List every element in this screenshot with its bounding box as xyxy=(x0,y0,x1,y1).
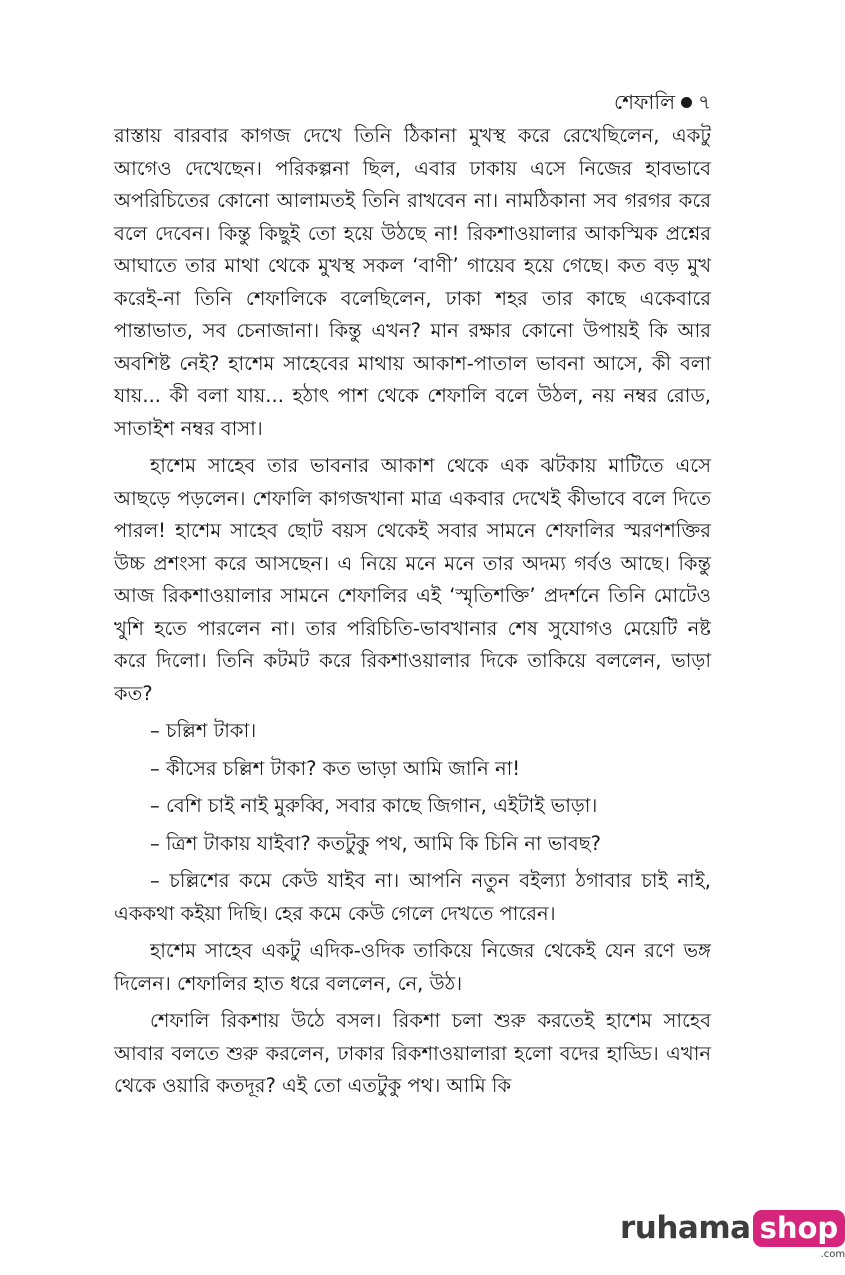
ruhamashop-logo xyxy=(620,1208,845,1261)
dialogue-line-3: – বেশি চাই নাই মুরুব্বি, সবার কাছে জিগান, এইটাই ভাড়া। xyxy=(150,794,598,817)
bullet-icon xyxy=(681,97,692,108)
dialogue-line-5: – চল্লিশের কমে কেউ যাইব না। আপনি নতুন বইল্যা ঠগাবার চাই নাই, এককথা কইয়া দিছি। হের কমে কেউ গেলে দেখতে পারেন। xyxy=(114,869,711,925)
chapter-title: শেফালি xyxy=(613,90,675,114)
dialogue-line-4: – ত্রিশ টাকায় যাইবা? কতটুকু পথ, আমি কি চিনি না ভাবছ? xyxy=(150,831,601,855)
paragraph-1: রাস্তায় বারবার কাগজ দেখে তিনি ঠিকানা মুখস্থ করে রেখেছিলেন, একটু আগেও দেখেছেন। পরিকল্পনা ছিল, এবার ঢাকায় এসে নিজের হাবভাবে অপরিচিতের কোনো আলামতই তিনি রাখবেন না। নামঠিকানা সব গরগর করে বলে দেবেন। কিন্তু কিছুই তো হয়ে উঠছে না! রিকশাওয়ালার আকস্মিক প্রশ্নের আঘাতে তার মাথা থেকে মুখস্থ সকল ‘বাণী’ গায়েব হয়ে গেছে। কত বড় মুখ করেই-না তিনি শেফালিকে বলেছিলেন, ঢাকা শহর তার কাছে একেবারে পান্তাভাত, সব চেনাজানা। কিন্তু এখন? মান রক্ষার কোনো উপায়ই কি আর অবশিষ্ট নেই? হাশেম সাহেবের মাথায় আকাশ-পাতাল ভাবনা আসে, কী বলা যায়... কী বলা যায়... হঠাৎ পাশ থেকে শেফালি বলে উঠল, নয় নম্বর রোড, সাতাইশ নম্বর বাসা। xyxy=(114,124,711,440)
paragraph-4: শেফালি রিকশায় উঠে বসল। রিকশা চলা শুরু করতেই হাশেম সাহেব আবার বলতে শুরু করলেন, ঢাকার রিকশাওয়ালারা হলো বদের হাড্ডি। এখান থেকে ওয়ারি কতদূর? এই তো এতটুকু পথ। আমি কি xyxy=(114,1009,711,1097)
logo-text-shop: shop xyxy=(753,1210,845,1247)
paragraph-3: হাশেম সাহেব একটু এদিক-ওদিক তাকিয়ে নিজের থেকেই যেন রণে ভঙ্গ দিলেন। শেফালির হাত ধরে বললেন, নে, উঠ। xyxy=(114,939,711,995)
logo-shop-box xyxy=(753,1208,845,1261)
logo-text-com: .com xyxy=(820,1249,845,1260)
body-text xyxy=(114,120,711,1108)
dialogue-line-1: – চল্লিশ টাকা। xyxy=(150,719,257,742)
paragraph-2: হাশেম সাহেব তার ভাবনার আকাশ থেকে এক ঝটকায় মাটিতে এসে আছড়ে পড়লেন। শেফালি কাগজখানা মাত্র একবার দেখেই কীভাবে বলে দিতে পারল! হাশেম সাহেব ছোট বয়স থেকেই সবার সামনে শেফালির স্মরণশক্তির উচ্চ প্রশংসা করে আসছেন। এ নিয়ে মনে মনে তার অদম্য গর্বও আছে। কিন্তু আজ রিকশাওয়ালার সামনে শেফালির এই ‘স্মৃতিশক্তি’ প্রদর্শনে তিনি মোটেও খুশি হতে পারলেন না। তার পরিচিতি-ভাবখানার শেষ সুযোগও মেয়েটি নষ্ট করে দিলো। তিনি কটমট করে রিকশাওয়ালার দিকে তাকিয়ে বললেন, ভাড়া কত? xyxy=(114,454,711,705)
dialogue-line-2: – কীসের চল্লিশ টাকা? কত ভাড়া আমি জানি না! xyxy=(150,756,521,780)
page-number: ৭ xyxy=(697,90,711,114)
page-header xyxy=(614,88,711,116)
logo-text-ruhama: ruhama xyxy=(620,1210,751,1246)
